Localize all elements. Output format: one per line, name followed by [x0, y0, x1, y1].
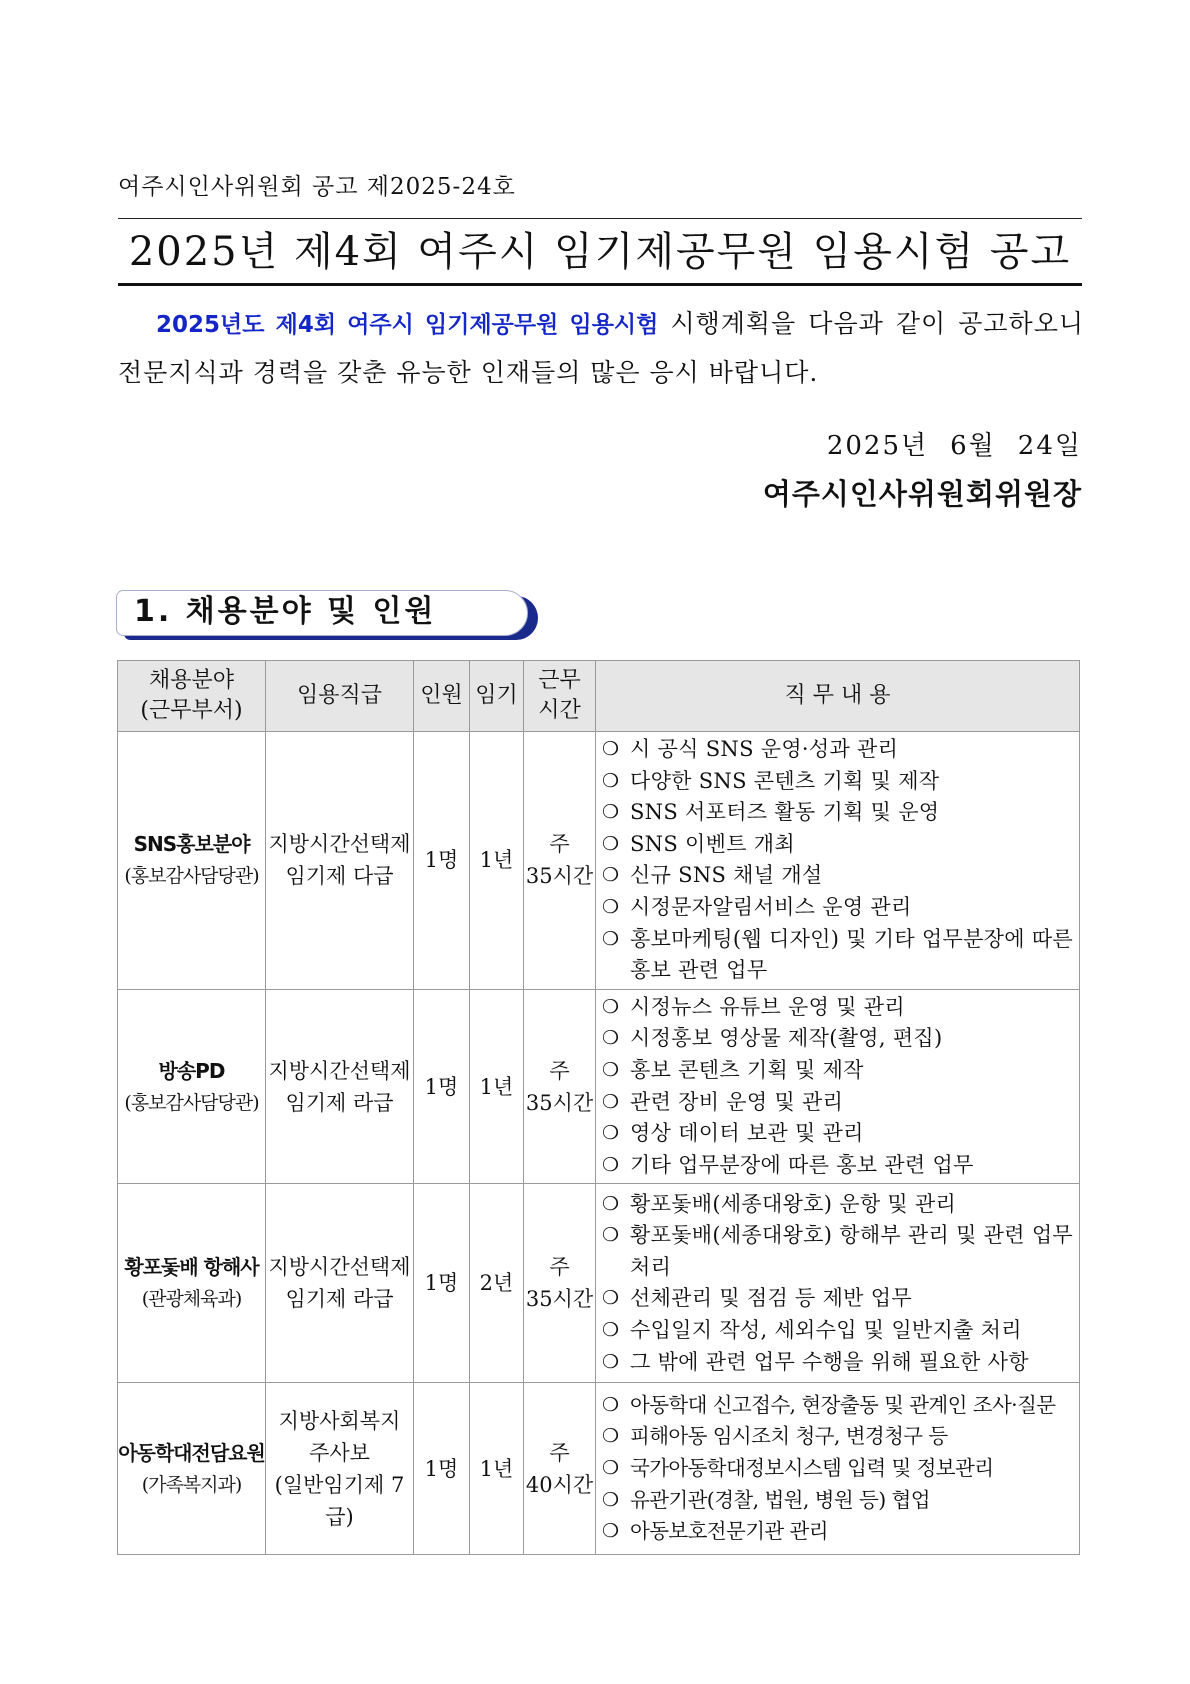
duty-text: 다양한 SNS 콘텐츠 기획 및 제작	[630, 768, 940, 793]
duty-text: SNS 이벤트 개최	[630, 831, 795, 856]
cell-term: 2년	[470, 1184, 524, 1383]
duty-text: 기타 업무분장에 따른 홍보 관련 업무	[630, 1152, 974, 1177]
bullet-icon: ❍	[602, 1153, 620, 1176]
duty-item	[602, 1150, 1075, 1182]
bullet-icon: ❍	[602, 1192, 620, 1215]
duty-item	[602, 1390, 1075, 1422]
duty-item	[602, 1087, 1075, 1119]
header-duties: 직 무 내 용	[596, 661, 1080, 732]
cell-term: 1년	[470, 732, 524, 990]
grade-line: 지방시간선택제	[268, 832, 411, 857]
duty-text: 시 공식 SNS 운영·성과 관리	[630, 737, 899, 761]
hours-line: 35시간	[525, 1090, 594, 1115]
duty-text: 황포돛배(세종대왕호) 항해부 관리 및 관련 업무 처리	[630, 1223, 1073, 1279]
duty-text: 국가아동학대정보시스템 입력 및 정보관리	[630, 1456, 994, 1481]
cell-hours	[524, 1184, 596, 1383]
intro-paragraph	[118, 300, 1084, 396]
duty-item	[602, 1315, 1075, 1347]
duty-text: 홍보 콘텐츠 기획 및 제작	[630, 1057, 864, 1082]
notice-date	[827, 425, 1082, 462]
page-title: 2025년 제4회 여주시 임기제공무원 임용시험 공고	[128, 229, 1072, 275]
duty-item	[602, 1516, 1075, 1548]
duty-text: 시정문자알림서비스 운영 관리	[630, 894, 912, 919]
header-field: 채용분야 (근무부서)	[118, 661, 266, 732]
duty-text: 선체관리 및 점검 등 제반 업무	[630, 1286, 912, 1311]
duty-item	[602, 860, 1075, 892]
cell-hours	[524, 1383, 596, 1555]
bullet-icon: ❍	[602, 1350, 620, 1373]
field-dept: (가족복지과)	[141, 1473, 242, 1496]
bullet-icon: ❍	[602, 1520, 619, 1543]
duty-text: 수입일지 작성, 세외수입 및 일반지출 처리	[630, 1317, 1022, 1342]
cell-count: 1명	[414, 1383, 470, 1555]
section-heading-recruitment	[116, 590, 541, 640]
hours-line: 35시간	[525, 1287, 594, 1312]
bullet-icon: ❍	[602, 1224, 620, 1247]
grade-line: 임기제 라급	[285, 1287, 394, 1312]
duty-list	[602, 1189, 1075, 1379]
bullet-icon: ❍	[602, 864, 620, 887]
bullet-icon: ❍	[602, 1393, 619, 1416]
duty-text: 시정뉴스 유튜브 운영 및 관리	[630, 994, 905, 1019]
grade-line: (일반임기제 7급)	[274, 1472, 405, 1529]
duty-item	[602, 1421, 1075, 1453]
date-month: 6월	[950, 431, 996, 461]
duty-text: SNS 서포터즈 활동 기획 및 운영	[630, 800, 940, 825]
cell-hours	[524, 989, 596, 1184]
cell-duties	[596, 989, 1080, 1184]
grade-line: 지방시간선택제	[268, 1255, 411, 1280]
field-dept: (홍보감사담당관)	[124, 865, 259, 888]
hours-line: 주	[549, 1058, 570, 1083]
duty-text: 아동학대 신고접수, 현장출동 및 관계인 조사·질문	[630, 1392, 1056, 1417]
cell-field	[118, 732, 266, 990]
cell-duties	[596, 732, 1080, 990]
duty-text: 그 밖에 관련 업무 수행을 위해 필요한 사항	[630, 1349, 1029, 1374]
header-count: 인원	[414, 661, 470, 732]
table-header-row	[118, 661, 1080, 732]
grade-line: 임기제 라급	[285, 1090, 394, 1115]
grade-line: 임기제 다급	[285, 864, 394, 889]
hours-line: 40시간	[525, 1472, 594, 1497]
duty-text: 신규 SNS 채널 개설	[630, 863, 823, 888]
bullet-icon: ❍	[602, 1488, 619, 1511]
date-year: 2025년	[826, 431, 929, 461]
cell-count: 1명	[414, 732, 470, 990]
header-grade: 임용직급	[266, 661, 414, 732]
bullet-icon: ❍	[602, 927, 620, 950]
cell-grade	[266, 1383, 414, 1555]
cell-hours	[524, 732, 596, 990]
bullet-icon: ❍	[602, 1425, 619, 1448]
bullet-icon: ❍	[602, 1318, 620, 1341]
bullet-icon: ❍	[602, 895, 620, 918]
duty-text: 홍보마케팅(웹 디자인) 및 기타 업무분장에 따른 홍보 관련 업무	[630, 926, 1073, 983]
cell-field	[118, 989, 266, 1184]
duty-text: 시정홍보 영상물 제작(촬영, 편집)	[630, 1026, 943, 1051]
duty-item	[602, 1485, 1075, 1517]
cell-term: 1년	[470, 1383, 524, 1555]
bullet-icon: ❍	[602, 832, 620, 855]
bullet-icon: ❍	[602, 1058, 620, 1081]
duty-item	[602, 924, 1075, 987]
duty-text: 유관기관(경찰, 법원, 병원 등) 협업	[630, 1487, 930, 1512]
header-hours: 근무 시간	[524, 661, 596, 732]
cell-term: 1년	[470, 989, 524, 1184]
duty-list	[602, 992, 1075, 1182]
hours-line: 주	[549, 1440, 570, 1465]
duty-list	[602, 1390, 1075, 1548]
duty-item	[602, 1220, 1075, 1283]
bullet-icon: ❍	[602, 1457, 619, 1480]
duty-item	[602, 1189, 1075, 1221]
field-name: SNS홍보분야	[133, 832, 250, 857]
signer: 여주시인사위원회위원장	[762, 477, 1082, 511]
hours-line: 35시간	[525, 864, 594, 889]
section-heading-label: 1. 채용분야 및 인원	[134, 594, 437, 629]
notice-number: 여주시인사위원회 공고 제2025-24호	[118, 174, 516, 200]
bullet-icon: ❍	[602, 1027, 620, 1050]
grade-line: 주사보	[309, 1440, 370, 1465]
grade-line: 지방시간선택제	[268, 1058, 411, 1083]
bullet-icon: ❍	[602, 801, 620, 824]
bullet-icon: ❍	[602, 1122, 620, 1145]
duty-item	[602, 892, 1075, 924]
recruitment-table	[117, 660, 1080, 1555]
field-dept: (관광체육과)	[141, 1288, 242, 1311]
cell-duties	[596, 1184, 1080, 1383]
cell-count: 1명	[414, 1184, 470, 1383]
duty-item	[602, 1023, 1075, 1055]
cell-duties	[596, 1383, 1080, 1555]
duty-item	[602, 1118, 1075, 1150]
bullet-icon: ❍	[602, 1287, 620, 1310]
field-name: 아동학대전담요원	[118, 1440, 265, 1465]
table-row	[118, 989, 1080, 1184]
cell-grade	[266, 732, 414, 990]
title-bottom-rule	[118, 283, 1082, 286]
date-day: 24일	[1017, 431, 1082, 461]
cell-count: 1명	[414, 989, 470, 1184]
field-name: 황포돛배 항해사	[124, 1255, 259, 1280]
hours-line: 주	[549, 1255, 570, 1280]
duty-item	[602, 1055, 1075, 1087]
cell-field	[118, 1184, 266, 1383]
cell-grade	[266, 1184, 414, 1383]
bullet-icon: ❍	[602, 738, 620, 760]
duty-list	[602, 734, 1075, 987]
table-row	[118, 1383, 1080, 1555]
grade-line: 지방사회복지	[278, 1408, 401, 1433]
header-term: 임기	[470, 661, 524, 732]
field-name: 방송PD	[158, 1058, 225, 1083]
duty-item	[602, 1347, 1075, 1379]
cell-grade	[266, 989, 414, 1184]
duty-item	[602, 734, 1075, 766]
duty-item	[602, 829, 1075, 861]
title-top-rule	[118, 218, 1082, 219]
duty-text: 피해아동 임시조치 청구, 변경청구 등	[630, 1424, 948, 1449]
hours-line: 주	[549, 832, 570, 857]
field-dept: (홍보감사담당관)	[124, 1091, 259, 1114]
table-row	[118, 1184, 1080, 1383]
bullet-icon: ❍	[602, 995, 620, 1018]
bullet-icon: ❍	[602, 1090, 620, 1113]
cell-field	[118, 1383, 266, 1555]
intro-text: 시행계획을 다음과 같이 공고하오니 전문지식과 경력을 갖춘 유능한 인재들의 많은 응시 바랍니다.	[118, 309, 1084, 387]
duty-text: 영상 데이터 보관 및 관리	[630, 1121, 864, 1146]
duty-text: 황포돛배(세종대왕호) 운항 및 관리	[630, 1191, 957, 1216]
duty-text: 관련 장비 운영 및 관리	[630, 1089, 844, 1114]
duty-item	[602, 1453, 1075, 1485]
table-row	[118, 732, 1080, 990]
bullet-icon: ❍	[602, 769, 620, 792]
duty-item	[602, 797, 1075, 829]
duty-item	[602, 1283, 1075, 1315]
duty-text: 아동보호전문기관 관리	[630, 1519, 828, 1544]
duty-item	[602, 766, 1075, 798]
duty-item	[602, 992, 1075, 1024]
intro-highlight: 2025년도 제4회 여주시 임기제공무원 임용시험	[156, 312, 659, 338]
